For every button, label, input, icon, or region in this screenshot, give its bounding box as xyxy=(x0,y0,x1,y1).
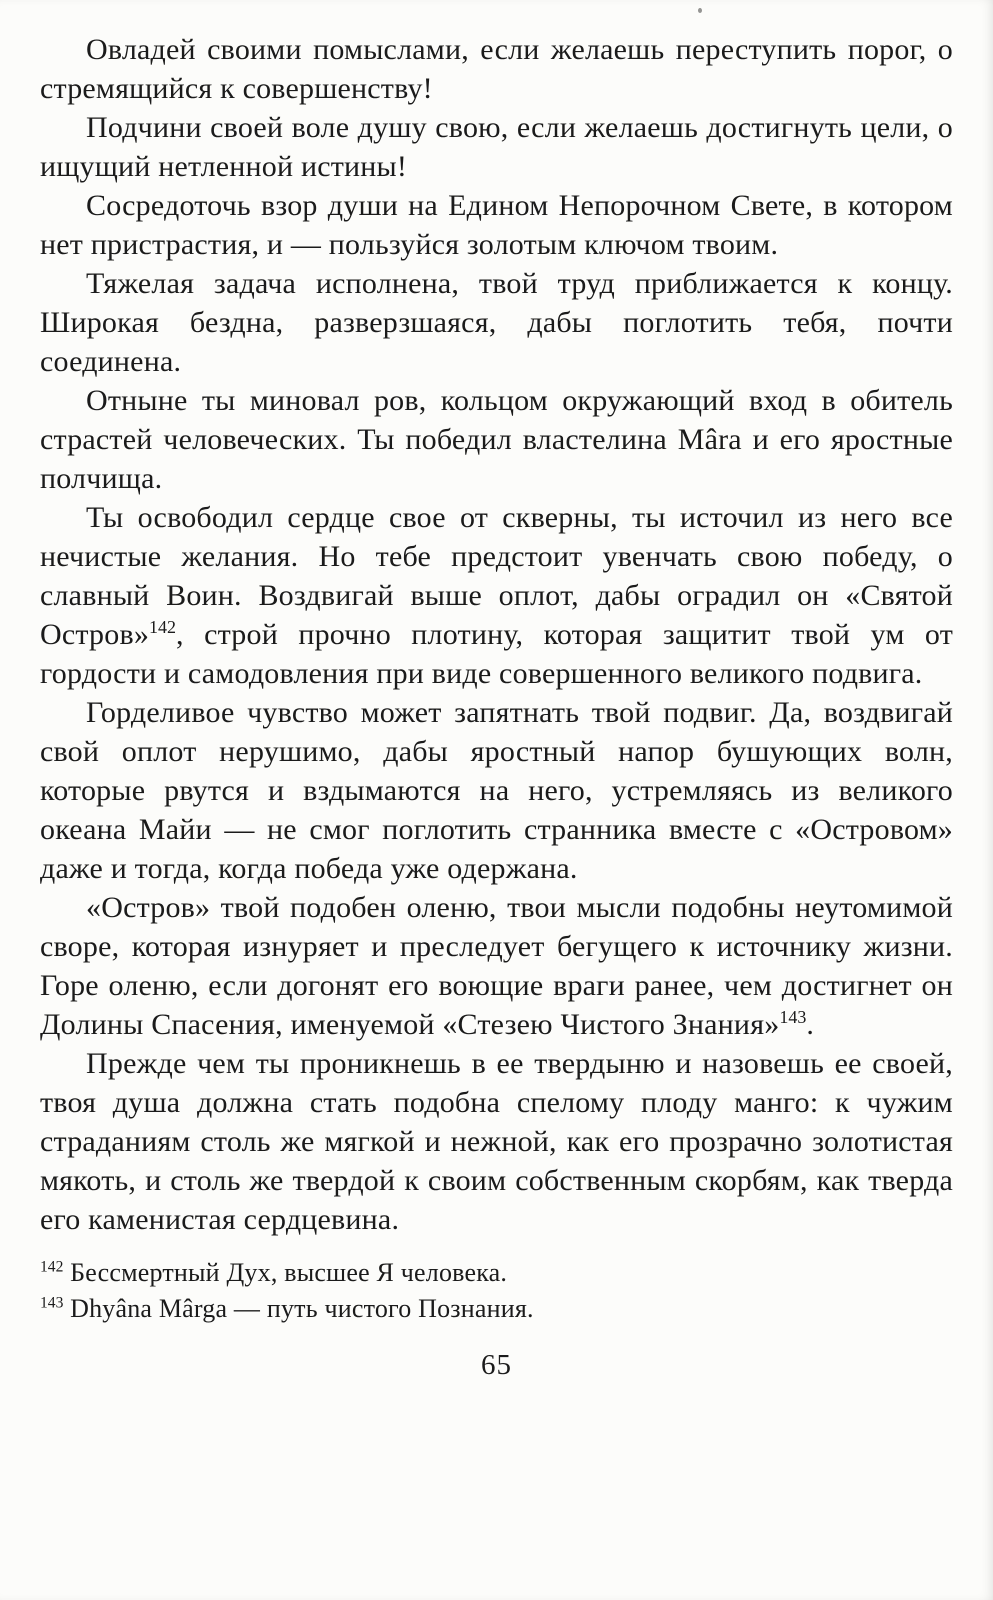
paragraph: «Остров» твой подобен оленю, твои мысли подобны неутомимой своре, которая изнуряет и преследует бегущего к источнику жизни. Горе оленю, если догонят его воющие враги ранее, чем достигнет он Долины Спасения, именуемой «Стезею Чистого Знания»$^{143}$. xyxy=(40,891,953,1041)
paragraph: Ты освободил сердце свое от скверны, ты источил из него все нечистые желания. Но тебе предстоит увенчать свою победу, о славный Воин. Воздвигай выше оплот, дабы оградил он «Святой Остров»$^{142}$, строй прочно плотину, которая защитит твой ум от гордости и самодовления при виде совершенного великого подвига. xyxy=(40,501,953,690)
page-number: 65 xyxy=(481,1349,512,1381)
paragraph: Сосредоточь взор души на Едином Непорочном Свете, в котором нет пристрастия, и — пользуйся золотым ключом твоим. xyxy=(40,189,953,261)
paragraph: Овладей своими помыслами, если желаешь переступить порог, о стремящийся к совершенству! xyxy=(40,33,953,105)
footnote-marker: 143 xyxy=(40,1294,64,1312)
footnote-ref: 142 xyxy=(149,617,177,637)
paragraph: Прежде чем ты проникнешь в ее твердыню и назовешь ее своей, твоя душа должна стать подобна спелому плоду манго: к чужим страданиям столь же мягкой и нежной, как его прозрачно золотистая мякоть, и столь же твердой к своим собственным скорбям, как тверда его каменистая сердцевина. xyxy=(40,1047,953,1236)
text-body xyxy=(40,30,953,1239)
scan-speck xyxy=(698,8,702,13)
footnotes xyxy=(40,1255,953,1327)
paragraph: Подчини своей воле душу свою, если желаешь достигнуть цели, о ищущий нетленной истины! xyxy=(40,111,953,183)
footnote: $^{142}$ Бессмертный Дух, высшее Я человека. xyxy=(40,1258,508,1287)
footnote-ref: 143 xyxy=(779,1007,807,1027)
paragraph: Отныне ты миновал ров, кольцом окружающий вход в обитель страстей человеческих. Ты победил властелина Mâra и его яростные полчища. xyxy=(40,384,953,495)
footnote: $^{143}$ Dhyâna Mârga — путь чистого Познания. xyxy=(40,1294,534,1323)
paragraph: Тяжелая задача исполнена, твой труд приближается к концу. Широкая бездна, разверзшаяся, дабы поглотить тебя, почти соединена. xyxy=(40,267,953,378)
paragraph: Горделивое чувство может запятнать твой подвиг. Да, воздвигай свой оплот нерушимо, дабы яростный напор бушующих волн, которые рвутся и вздымаются на него, устремляясь из великого океана Майи — не смог поглотить странника вместе с «Островом» даже и тогда, когда победа уже одержана. xyxy=(40,696,953,885)
footnote-marker: 142 xyxy=(40,1258,64,1276)
